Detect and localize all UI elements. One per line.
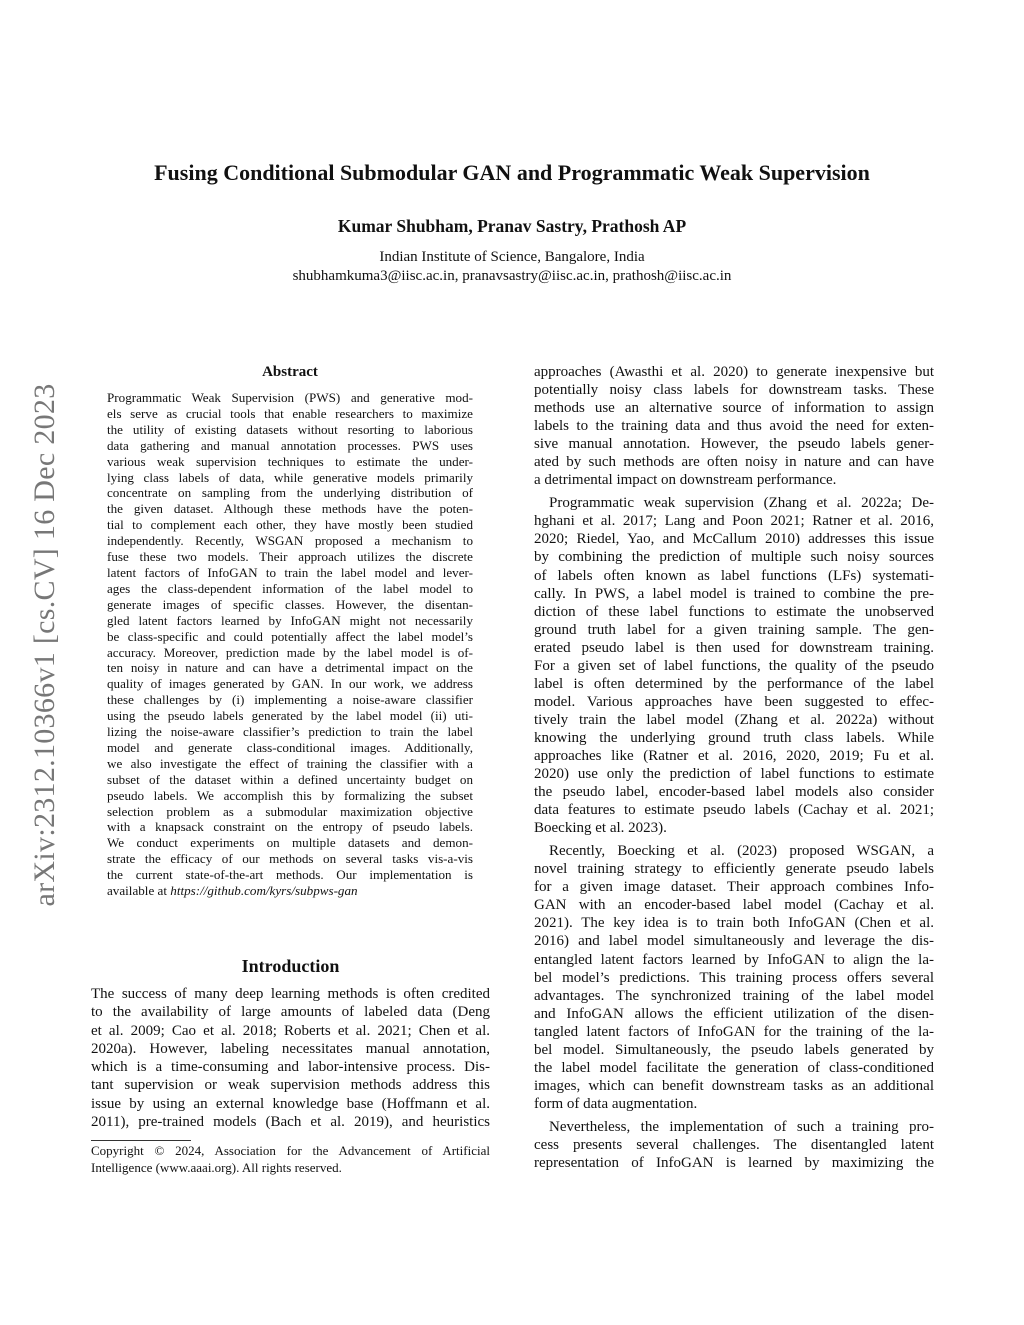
introduction-line: 2020a). However, labeling necessitates manual annotation, xyxy=(91,1040,490,1057)
body-line: by combining the prediction of multiple such noisy sources xyxy=(534,549,934,566)
abstract-line: we also investigate the effect of training the classifier with a xyxy=(107,755,473,771)
body-paragraph xyxy=(534,1118,934,1172)
abstract-line: lying class labels of data, while generative models primarily xyxy=(107,469,473,485)
body-line: label is often determined by the performance of the label xyxy=(534,675,934,692)
author-list: Kumar Shubham, Pranav Sastry, Prathosh AP xyxy=(337,216,687,236)
body-line: methods use an alternative source of information to assign xyxy=(534,400,934,417)
body-line: entangled latent factors learned by InfoGAN to align the la- xyxy=(534,951,934,968)
body-line: cess presents several challenges. The disentangled latent xyxy=(534,1136,934,1153)
abstract-line: accuracy. Moreover, prediction made by the label model is of- xyxy=(107,644,473,660)
body-line: ated by such methods are often noisy in nature and can have xyxy=(534,454,934,471)
abstract-line: these challenges by (i) implementing a noise-aware classifier xyxy=(107,692,473,708)
footnote-line: Intelligence (www.aaai.org). All rights reserved. xyxy=(91,1159,342,1175)
body-line: a detrimental impact on downstream performance. xyxy=(534,472,837,489)
abstract-line: subset of the dataset within a defined uncertainty budget on xyxy=(107,771,473,787)
body-paragraph xyxy=(534,494,934,837)
body-line: Nevertheless, the implementation of such a training pro- xyxy=(549,1118,934,1135)
abstract-url-prefix: available at xyxy=(107,883,171,899)
abstract-body xyxy=(107,390,473,899)
footnote-rule xyxy=(91,1140,191,1141)
body-paragraph xyxy=(534,842,934,1113)
body-line: data features to estimate pseudo labels (Cachay et al. 2021; xyxy=(534,802,934,819)
body-line: form of data augmentation. xyxy=(534,1095,698,1112)
abstract-line: the current state-of-the-art methods. Our implementation is xyxy=(107,867,473,883)
abstract-line: data gathering and manual annotation processes. PWS uses xyxy=(107,437,473,453)
body-line: approaches (Awasthi et al. 2020) to generate inexpensive but xyxy=(534,364,934,380)
body-line: Programmatic weak supervision (Zhang et al. 2022a; De- xyxy=(549,495,934,512)
abstract-line: fuse these two models. Their approach utilizes the discrete xyxy=(107,549,473,565)
body-line: cally. In PWS, a label model is trained to combine the pre- xyxy=(534,585,934,602)
abstract-line: els serve as crucial tools that enable researchers to maximize xyxy=(107,405,473,421)
body-line: 2021). The key idea is to train both InfoGAN (Chen et al. xyxy=(534,915,934,932)
abstract-line: ages the class-dependent information of the label model to xyxy=(107,580,473,596)
body-line: model. Various approaches have been suggested to effec- xyxy=(534,693,934,710)
abstract-line: lizing the noise-aware classifier’s prediction to train the label xyxy=(107,724,473,740)
introduction-line: The success of many deep learning methods is often credited xyxy=(91,986,490,1002)
body-line: and InfoGAN allows the efficient utilization of the disen- xyxy=(534,1005,934,1022)
body-line: bel model. Simultaneously, the pseudo labels generated by xyxy=(534,1041,934,1058)
abstract-line: tial to complement each other, they have mostly been studied xyxy=(107,517,473,533)
abstract-line: with a knapsack constraint on the entropy of pseudo labels. xyxy=(107,819,473,835)
body-line: hghani et al. 2017; Lang and Poon 2021; Ratner et al. 2016, xyxy=(534,513,934,530)
introduction-line: et al. 2009; Cao et al. 2018; Roberts et al. 2021; Chen et al. xyxy=(91,1022,490,1039)
body-line: labels to the training data and thus avoid the need for exten- xyxy=(534,418,934,435)
paper-title: Fusing Conditional Submodular GAN and Programmatic Weak Supervision xyxy=(154,160,870,185)
body-line: Recently, Boecking et al. (2023) proposed WSGAN, a xyxy=(549,843,934,860)
abstract-line: model and generate class-conditional images. Additionally, xyxy=(107,739,473,755)
abstract-line: using the pseudo labels generated by the label model (ii) uti- xyxy=(107,708,473,724)
abstract-last-line xyxy=(107,883,473,899)
introduction-paragraph xyxy=(91,985,490,1131)
body-line: For a given set of label functions, the quality of the pseudo xyxy=(534,657,934,674)
body-line: tively train the label model (Zhang et al. 2022a) without xyxy=(534,711,934,728)
body-line: of labels often known as label functions (LFs) systemati- xyxy=(534,567,934,584)
body-line: GAN with an encoder-based label model (Cachay et al. xyxy=(534,897,934,914)
body-line: advantages. The synchronized training of the label model xyxy=(534,987,934,1004)
body-line: erated pseudo label is then used for downstream training. xyxy=(534,639,934,656)
abstract-line: gled latent factors learned by InfoGAN might not necessarily xyxy=(107,612,473,628)
introduction-line: which is a time-consuming and labor-intensive process. Dis- xyxy=(91,1059,490,1076)
abstract-line: concentrate on sampling from the underlying distribution of xyxy=(107,485,473,501)
body-line: Boecking et al. 2023). xyxy=(534,820,667,837)
abstract-line: quality of images generated by GAN. In our work, we address xyxy=(107,676,473,692)
abstract-line: the utility of existing datasets without resorting to laborious xyxy=(107,421,473,437)
abstract-line: the given dataset. Although these methods have the poten- xyxy=(107,501,473,517)
introduction-line: tant supervision or weak supervision methods address this xyxy=(91,1077,490,1094)
abstract-line: latent factors of InfoGAN to train the label model and lever- xyxy=(107,564,473,580)
arxiv-identifier: arXiv:2312.10366v1 [cs.CV] 16 Dec 2023 xyxy=(28,383,61,907)
abstract-line: strate the efficacy of our methods on several tasks vis-a-vis xyxy=(107,851,473,867)
abstract-line: We conduct experiments on multiple datasets and demon- xyxy=(107,835,473,851)
abstract-line: ten noisy in nature and can have a detrimental impact on the xyxy=(107,660,473,676)
body-line: tangled latent factors of InfoGAN for the training of the la- xyxy=(534,1023,934,1040)
introduction-line: issue by using an external knowledge base (Hoffmann et al. xyxy=(91,1095,490,1112)
body-paragraph xyxy=(534,363,934,489)
body-line: 2020; Riedel, Yao, and McCallum 2010) addresses this issue xyxy=(534,531,934,548)
body-line: 2020) use only the prediction of label functions to estimate xyxy=(534,766,934,783)
abstract-line: various weak supervision techniques to estimate the under- xyxy=(107,453,473,469)
abstract-line: Programmatic Weak Supervision (PWS) and generative mod- xyxy=(107,390,473,405)
introduction-line: to the availability of large amounts of labeled data (Deng xyxy=(91,1004,490,1021)
footnote-line: Copyright © 2024, Association for the Advancement of Artificial xyxy=(91,1143,490,1158)
introduction-heading: Introduction xyxy=(241,956,340,976)
body-line: 2016) and label model simultaneously and leverage the dis- xyxy=(534,933,934,950)
abstract-line: independently. Recently, WSGAN proposed a mechanism to xyxy=(107,533,473,549)
body-line: approaches like (Ratner et al. 2016, 2020, 2019; Fu et al. xyxy=(534,747,934,764)
abstract-paragraph xyxy=(107,390,473,883)
abstract-line: be class-specific and could potentially affect the label model’s xyxy=(107,628,473,644)
copyright-footnote xyxy=(91,1143,490,1176)
body-line: sive manual annotation. However, the pseudo labels gener- xyxy=(534,436,934,453)
code-repo-link[interactable]: https://github.com/kyrs/subpws-gan xyxy=(170,883,358,899)
body-line: diction of these label functions to estimate the unobserved xyxy=(534,603,934,620)
body-line: for a given image dataset. Their approach combines Info- xyxy=(534,879,934,896)
abstract-line: generate images of specific classes. However, the disentan- xyxy=(107,596,473,612)
abstract-line: selection problem as a submodular maximization objective xyxy=(107,803,473,819)
body-line: ground truth label for a given training sample. The gen- xyxy=(534,621,934,638)
affiliation: Indian Institute of Science, Bangalore, India xyxy=(379,249,645,265)
body-line: bel model’s predictions. This training process offers several xyxy=(534,969,934,986)
abstract-heading: Abstract xyxy=(262,364,318,380)
body-line: representation of InfoGAN is learned by maximizing the xyxy=(534,1155,934,1172)
body-line: images, which can benefit downstream tasks as an additional xyxy=(534,1077,934,1094)
body-line: the pseudo label, encoder-based label models also consider xyxy=(534,784,934,801)
body-line: knowing the underlying ground truth class labels. While xyxy=(534,729,934,746)
right-column-body xyxy=(534,363,934,1172)
introduction-line: 2011), pre-trained models (Bach et al. 2019), and heuristics xyxy=(91,1114,490,1131)
body-line: potentially noisy class labels for downstream tasks. These xyxy=(534,382,934,399)
author-emails: shubhamkuma3@iisc.ac.in, pranavsastry@iisc.ac.in, prathosh@iisc.ac.in xyxy=(292,268,732,284)
body-line: novel training strategy to efficiently generate pseudo labels xyxy=(534,861,934,878)
abstract-line: pseudo labels. We accomplish this by formalizing the subset xyxy=(107,787,473,803)
body-line: the label model facilitate the generation of class-conditioned xyxy=(534,1059,934,1076)
